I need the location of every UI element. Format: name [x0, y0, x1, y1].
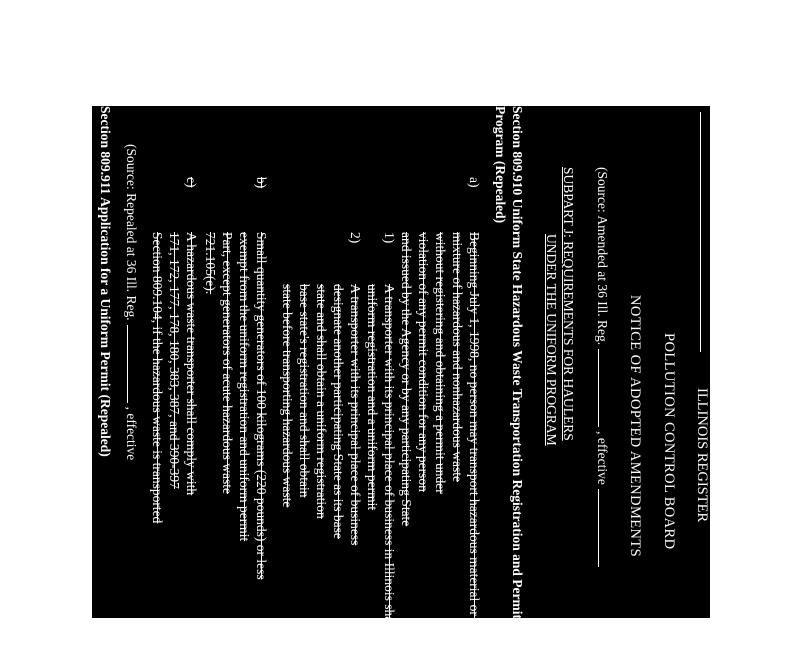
para-c-line: A hazardous waste transporter shall comply with: [184, 232, 199, 496]
para-c-label: c): [184, 177, 199, 188]
para-b-line: Small quantity generators of 100 kilograms (220 pounds) or less: [254, 232, 269, 580]
header-rule: [700, 112, 701, 352]
board-title: POLLUTION CONTROL BOARD: [661, 333, 677, 550]
section-910-heading-line2: Program (Repealed): [493, 106, 508, 224]
source-repealed: [123, 144, 140, 460]
para-a2-line: permit from the Agency by completing Part I: [55, 232, 70, 476]
source-amended-prefix: (Source: Amended at 36 Ill. Reg.: [595, 167, 610, 346]
item-2-line: state before transporting hazardous waste: [280, 284, 295, 508]
section-910-heading-line1: Section 809.910 Uniform State Hazardous Waste Transportation Registration and Permit: [510, 106, 525, 619]
item-1-line: A transporter with its principal place of business in Illinois shall obtain: [382, 284, 397, 667]
item-2-line: designate another participating State as its base: [331, 284, 346, 539]
item-2-line: A transporter with its principal place of business: [348, 284, 363, 546]
blank-line: [598, 489, 611, 567]
para-a2-line: provided by the Agency. The application form: [38, 232, 53, 481]
subpart-heading-line2: UNDER THE UNIFORM PROGRAM: [544, 234, 559, 446]
register-title: ILLINOIS REGISTER: [694, 388, 710, 523]
notice-title: NOTICE OF ADOPTED AMENDMENTS: [627, 295, 643, 558]
subpart-heading-line1: SUBPART J: REQUIREMENTS FOR HAULERS: [561, 167, 576, 441]
source-repealed-suffix: , effective: [124, 406, 139, 461]
item-1-label: 1): [382, 232, 397, 244]
para-a-line: violation of any permit condition for any person: [416, 232, 431, 492]
scanned-page: [21, 106, 710, 667]
para-c-line: 171, 172, 177, 178, 180, 383, 387, and 390-397: [167, 232, 182, 489]
blank-line: [598, 349, 611, 427]
para-a-line: without registering and obtaining a permit under: [433, 232, 448, 494]
para-b-line: exempt from the uniform registration and uniform permit: [237, 232, 252, 542]
item-2-line: base state's registration and shall obtain: [297, 284, 312, 498]
rotated-document: [21, 106, 710, 667]
para-a-line: mixture of hazardous and nonhazardous waste: [450, 232, 465, 483]
source-amended: [594, 167, 611, 571]
para-a-line: and issued by the Agency or by any participating State: [399, 232, 414, 527]
section-911-heading: Section 809.911 Application for a Uniform Permit (Repealed): [98, 106, 113, 457]
para-a2-line: identical in scope, coverage, and content to the: [21, 232, 36, 486]
para-a2-label: a): [72, 177, 87, 188]
para-c-line: Section 809.104, if the hazardous waste is transported: [150, 232, 165, 524]
item-2-line: state and shall obtain a uniform registration: [314, 284, 329, 519]
para-a2-line: Hazardous waste transporters whose base state: [72, 232, 87, 485]
para-a-label: a): [467, 177, 482, 188]
blank-line: [127, 325, 140, 403]
source-amended-suffix: , effective: [595, 431, 610, 485]
item-1-line: uniform registration and a uniform permit: [365, 284, 380, 511]
item-2-label: 2): [348, 232, 363, 244]
para-b-label: b): [254, 177, 269, 189]
para-b-line: 721.105(e).: [203, 232, 218, 295]
source-repealed-prefix: (Source: Repealed at 36 Ill. Reg.: [124, 144, 139, 321]
para-b-line: Part, except generators of acute hazardous waste: [220, 232, 235, 495]
para-a-line: Beginning July 1, 1998, no person may transport hazardous material or a: [467, 232, 482, 626]
